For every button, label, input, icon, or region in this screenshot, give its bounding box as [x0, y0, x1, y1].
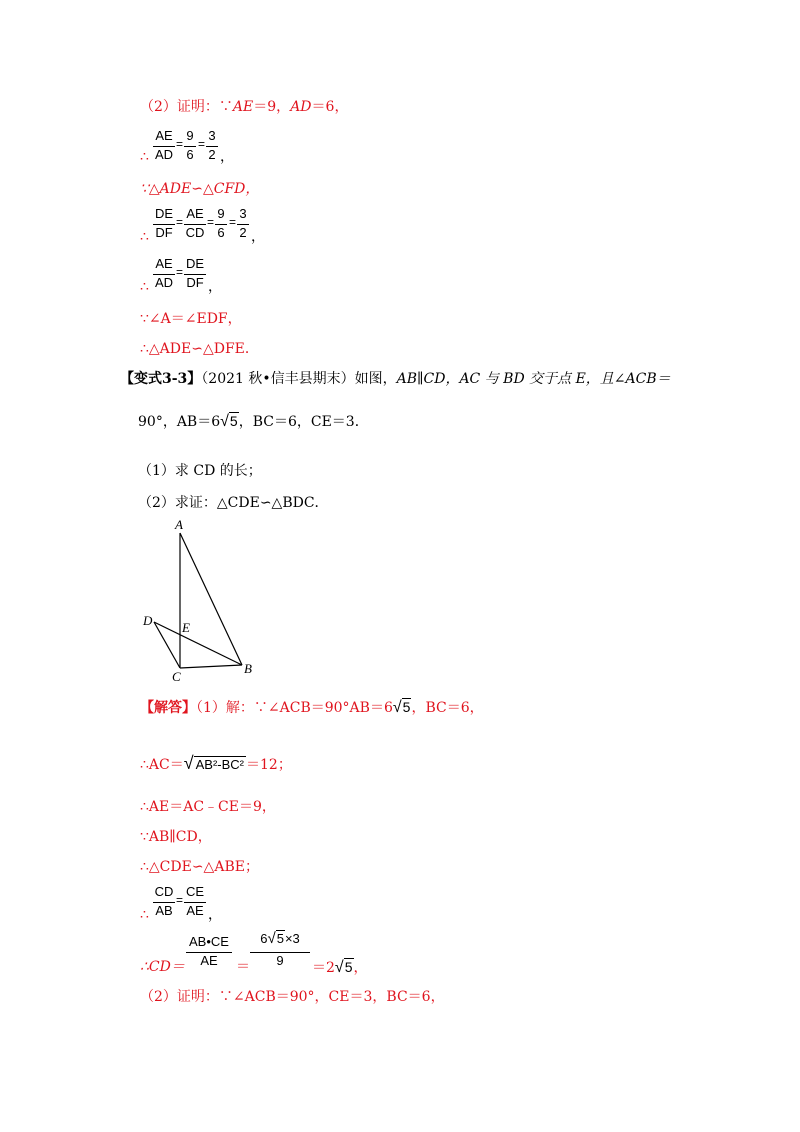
- proof-line-conclusion: ∴△ADE∽△DFE．: [140, 341, 259, 357]
- therefore-symbol: ∴: [140, 149, 149, 165]
- ae-value: ＝9，: [253, 99, 291, 115]
- fraction-3-2: [206, 128, 218, 168]
- equals-sign: ＝: [236, 959, 250, 975]
- solution-line5: ∴△CDE∽△ABE；: [140, 859, 259, 875]
- solution-line2: [140, 754, 292, 774]
- therefore-symbol: ∴: [140, 229, 149, 245]
- proof-line-given: [140, 98, 348, 116]
- solution-s1a: （1）解：∵∠ACB＝90°AB＝6: [196, 700, 393, 716]
- segment-ab: [180, 533, 242, 665]
- numerator: 9: [186, 128, 194, 143]
- denominator: 6: [186, 147, 194, 162]
- cd-eq-prefix: ∴CD＝: [140, 959, 185, 975]
- solution-tag: 【解答】: [140, 700, 196, 716]
- question-2: （2）求证：△CDE∽△BDC．: [138, 495, 329, 511]
- comma: ，: [220, 149, 234, 165]
- therefore-symbol: ∴: [140, 279, 149, 295]
- numerator: AE: [186, 206, 204, 221]
- fraction-cd-ab: [153, 884, 175, 924]
- denominator: 9: [276, 953, 284, 968]
- solution-line3: ∴AE＝AC﹣CE＝9，: [140, 799, 276, 815]
- label-b: B: [244, 661, 252, 676]
- numerator: 3: [239, 206, 247, 221]
- question-1: （1）求 CD 的长；: [138, 463, 262, 479]
- fraction-de-df: [153, 206, 175, 246]
- ad-var: AD: [290, 99, 312, 115]
- denominator: AE: [186, 903, 204, 918]
- comma: ，: [208, 279, 222, 295]
- problem-stmt-b2: ，BC＝6，CE＝3．: [238, 414, 369, 430]
- denominator: 2: [208, 147, 216, 162]
- solution-line1: [140, 698, 484, 717]
- denominator: AD: [154, 147, 174, 162]
- comma: ，: [251, 229, 265, 245]
- geometry-figure: [135, 515, 265, 685]
- comma: ，: [208, 907, 222, 923]
- numerator: 9: [217, 206, 225, 221]
- fraction-ae-cd: [184, 206, 206, 246]
- segment-cb: [180, 665, 242, 668]
- radicand: 5: [229, 413, 238, 429]
- sqrt-symbol: √: [220, 413, 229, 430]
- numerator: CD: [154, 884, 174, 899]
- numerator: 6√5×3: [260, 930, 300, 947]
- sqrt-symbol: √: [183, 753, 194, 773]
- solution-line4: ∵AB∥CD，: [140, 829, 212, 845]
- fraction-3-2: [237, 206, 249, 246]
- numerator: DE: [185, 256, 205, 271]
- denominator: CD: [185, 225, 205, 240]
- fraction-de-df: [184, 256, 206, 296]
- numerator: AE: [155, 256, 173, 271]
- label-d: D: [143, 613, 153, 628]
- denominator: DF: [186, 275, 204, 290]
- numerator: DE: [154, 206, 174, 221]
- numerator: CE: [185, 884, 205, 899]
- segment-db: [154, 622, 242, 665]
- label-e: E: [182, 620, 190, 635]
- ae-var: AE: [232, 99, 254, 115]
- ad-value: ＝6，: [311, 99, 349, 115]
- numerator: AE: [155, 128, 173, 143]
- solution-s1b: ，BC＝6，: [411, 700, 484, 716]
- problem-statement-line2: [138, 412, 369, 431]
- ab-length-prefix: 90°，AB＝6: [138, 414, 221, 430]
- cd-result: ＝2√5，: [312, 959, 368, 976]
- denominator: AE: [200, 953, 218, 968]
- radicand-ab2-bc2: AB²-BC²: [195, 757, 245, 772]
- denominator: 6: [217, 225, 225, 240]
- problem-source: （2021 秋•信丰县期末）如图，: [201, 371, 397, 387]
- label-a: A: [175, 517, 183, 532]
- proof-line-angle: ∵∠A＝∠EDF，: [140, 311, 242, 327]
- denominator: DF: [155, 225, 173, 240]
- fraction-9-6: [215, 206, 227, 246]
- radicand: 5: [402, 699, 411, 715]
- problem-stmt-a: AB∥CD，AC 与 BD 交于点 E，且∠ACB＝: [396, 371, 671, 387]
- fraction-abce-ae: [186, 934, 232, 974]
- sqrt-symbol: √: [392, 699, 402, 716]
- denominator: AD: [154, 275, 174, 290]
- fraction-ae-ad: [153, 128, 175, 168]
- fraction-ce-ae: [184, 884, 206, 924]
- problem-statement-line1: [120, 370, 671, 388]
- denominator: AB: [155, 903, 173, 918]
- fraction-9-6: [184, 128, 196, 168]
- problem-tag: 【变式3-3】: [120, 371, 202, 387]
- label-c: C: [172, 669, 181, 684]
- proof-prefix: （2）证明：∵: [140, 99, 233, 115]
- therefore-symbol: ∴: [140, 907, 149, 923]
- proof-line-similar: ∵△ADE∽△CFD，: [140, 181, 260, 197]
- solution-s2b: ＝12；: [246, 757, 292, 773]
- denominator: 2: [239, 225, 247, 240]
- fraction-ae-ad: [153, 256, 175, 296]
- solution-s2a: ∴AC＝: [140, 757, 184, 773]
- solution-line-part2: （2）证明：∵∠ACB＝90°，CE＝3，BC＝6，: [140, 989, 445, 1005]
- fraction-6root5x3-9: [250, 930, 310, 974]
- numerator: 3: [208, 128, 216, 143]
- numerator: AB•CE: [189, 934, 229, 949]
